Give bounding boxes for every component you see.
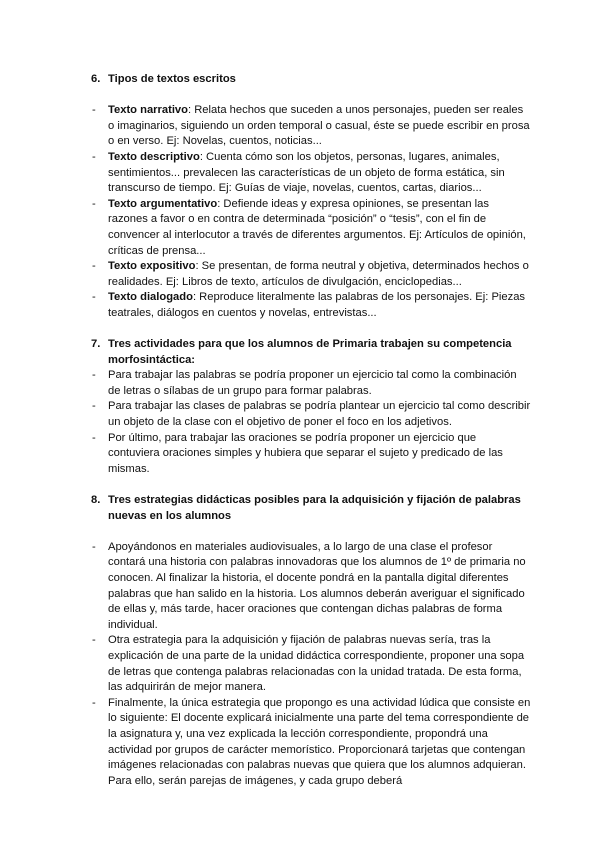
list-item — [0, 540, 600, 634]
blank-line — [0, 524, 600, 540]
bullet-dash: - — [92, 400, 96, 413]
list-item-text — [108, 696, 530, 712]
section-heading-line — [0, 493, 600, 509]
item-text: un objeto de la clase con el objetivo de poner el foco en los adjetivos. — [108, 416, 452, 429]
bullet-dash: - — [92, 104, 96, 117]
document-page — [0, 72, 600, 789]
list-item-line — [0, 290, 600, 306]
item-text: transcurso de tiempo. Ej: Guías de viaje, novelas, cuentos, cartas, diarios... — [108, 182, 482, 195]
item-text: Para trabajar las palabras se podría proponer un ejercicio tal como la combinación — [108, 369, 517, 382]
section-6 — [0, 72, 600, 322]
list-item-line — [0, 259, 600, 275]
bullet-dash: - — [92, 431, 96, 444]
item-text: : Cuenta cómo son los objetos, personas, lugares, animales, — [199, 150, 500, 163]
list-item — [0, 696, 600, 790]
section-number: 7. — [91, 338, 101, 351]
list-item — [0, 368, 600, 399]
item-text: contará una historia con palabras innovadoras que los alumnos de 1º de primaria no — [108, 556, 526, 569]
section-number: 8. — [91, 494, 101, 507]
list-item-line — [0, 103, 600, 119]
item-text: realidades. Ej: Libros de texto, artículos de divulgación, enciclopedias... — [108, 275, 462, 288]
list-item-text — [108, 399, 530, 415]
item-text: : Se presentan, de forma neutral y objetiva, determinados hechos o — [195, 260, 529, 273]
section-heading: nuevas en los alumnos — [108, 509, 232, 522]
term-label: Texto descriptivo — [108, 150, 200, 163]
list-item-line — [0, 431, 600, 447]
list-item-line — [0, 696, 600, 712]
list-item-text — [108, 431, 476, 447]
list-item-text — [108, 290, 525, 306]
term-label: Texto dialogado — [108, 291, 193, 304]
item-text: palabras que han salido en la historia. Los alumnos deberán averiguar el significado — [108, 587, 525, 600]
list-item-line — [0, 368, 600, 384]
list-item — [0, 290, 600, 321]
blank-line — [0, 477, 600, 493]
item-text: razones a favor o en contra de determinada “posición” o “tesis”, con el fin de — [108, 213, 487, 226]
list-item — [0, 259, 600, 290]
item-text: de letras o sílabas de un grupo para formar palabras. — [108, 384, 372, 397]
bullet-dash: - — [92, 197, 96, 210]
item-text: teatrales, diálogos en cuentos y novelas, entrevistas... — [108, 306, 377, 319]
blank-line — [0, 322, 600, 338]
section-heading: Tres estrategias didácticas posibles para la adquisición y fijación de palabras — [108, 494, 521, 507]
list-item-line — [0, 587, 600, 603]
section-heading: Tres actividades para que los alumnos de Primaria trabajen su competencia — [108, 338, 512, 351]
list-item-text — [108, 540, 492, 556]
section-8 — [0, 493, 600, 789]
list-item — [0, 399, 600, 430]
item-text: : Relata hechos que suceden a unos personajes, pueden ser reales — [188, 104, 524, 117]
item-text: la asignatura y, una vez explicada la lección correspondiente, propondrá una — [108, 727, 488, 740]
blank-line — [0, 88, 600, 104]
list-item-line — [0, 228, 600, 244]
item-text: : Reproduce literalmente las palabras de los personajes. Ej: Piezas — [192, 291, 526, 304]
list-item-line — [0, 212, 600, 228]
list-item-line — [0, 462, 600, 478]
list-item-text — [108, 368, 517, 384]
item-text: Por último, para trabajar las oraciones se podría proponer un ejercicio que — [108, 431, 477, 444]
section-7 — [0, 337, 600, 477]
item-text: Otra estrategia para la adquisición y fijación de palabras nuevas sería, tras la — [108, 634, 491, 647]
item-text: Apoyándonos en materiales audiovisuales, a lo largo de una clase el profesor — [108, 540, 493, 553]
list-item — [0, 103, 600, 150]
list-item-line — [0, 540, 600, 556]
item-text: actividad por grupos de carácter memorístico. Proporcionará tarjetas que contengan — [108, 743, 526, 756]
list-item-line — [0, 618, 600, 634]
list-item-text — [108, 259, 529, 275]
item-text: sentimientos... prevalecen las características de un objeto de forma estática, sin — [108, 166, 505, 179]
list-item-line — [0, 743, 600, 759]
bullet-dash: - — [92, 150, 96, 163]
list-item-line — [0, 181, 600, 197]
list-item-line — [0, 415, 600, 431]
list-item-line — [0, 275, 600, 291]
list-item-line — [0, 680, 600, 696]
list-item-text — [108, 150, 500, 166]
list-item-line — [0, 555, 600, 571]
item-text: las adquirirán de mejor manera. — [108, 681, 266, 694]
term-label: Texto expositivo — [108, 260, 196, 273]
list-item-line — [0, 711, 600, 727]
list-item-line — [0, 665, 600, 681]
list-item-line — [0, 633, 600, 649]
list-item — [0, 150, 600, 197]
section-heading-line — [0, 353, 600, 369]
bullet-dash: - — [92, 369, 96, 382]
item-text: conocen. Al finalizar la historia, el docente pondrá en la pantalla digital diferentes — [108, 572, 509, 584]
item-text: o imaginarios, siguiendo un orden temporal o casual, éste se puede escribir en prosa — [108, 119, 530, 132]
list-item-line — [0, 571, 600, 587]
item-text: individual. — [108, 618, 158, 631]
list-item — [0, 431, 600, 478]
item-text: de letras que contenga palabras relacionadas con la unidad tratada. De esta forma, — [108, 665, 522, 678]
list-item-line — [0, 649, 600, 665]
section-heading: Tipos de textos escritos — [108, 73, 236, 85]
bullet-dash: - — [92, 696, 96, 709]
section-heading-line — [0, 72, 600, 88]
list-item-line — [0, 150, 600, 166]
list-item-line — [0, 244, 600, 260]
list-item — [0, 633, 600, 695]
list-item-text — [108, 633, 490, 649]
bullet-dash: - — [92, 540, 96, 553]
list-item-line — [0, 774, 600, 790]
list-item — [0, 197, 600, 259]
list-item-line — [0, 384, 600, 400]
list-item-line — [0, 446, 600, 462]
item-text: explicación de una parte de la unidad didáctica correspondiente, proponer una sopa — [108, 649, 525, 662]
bullet-dash: - — [92, 291, 96, 304]
list-item-line — [0, 134, 600, 150]
list-item-line — [0, 399, 600, 415]
section-heading-line — [0, 509, 600, 525]
bullet-dash: - — [92, 260, 96, 273]
bullet-dash: - — [92, 634, 96, 647]
item-text: : Defiende ideas y expresa opiniones, se presentan las — [217, 197, 489, 210]
section-number: 6. — [91, 73, 101, 85]
item-text: mismas. — [108, 462, 150, 475]
item-text: imágenes relacionadas con palabras nuevas que quiera que los alumnos adquieran. — [108, 759, 526, 772]
term-label: Texto narrativo — [108, 104, 188, 117]
section-heading-line — [0, 337, 600, 353]
list-item-line — [0, 758, 600, 774]
item-text: o en verso. Ej: Novelas, cuentos, noticias... — [108, 135, 322, 148]
list-item-text — [108, 197, 489, 213]
item-text: lo siguiente: El docente explicará inicialmente una parte del tema correspondiente de — [108, 712, 530, 725]
list-item-line — [0, 119, 600, 135]
term-label: Texto argumentativo — [108, 197, 218, 210]
item-text: convencer al interlocutor a través de diferentes argumentos. Ej: Artículos de opinión, — [108, 228, 526, 241]
list-item-text — [108, 103, 523, 119]
item-text: de ellas y, más tarde, hacer oraciones que contengan dichas palabras de forma — [108, 603, 503, 616]
list-item-line — [0, 166, 600, 182]
item-text: Para ello, serán parejas de imágenes, y cada grupo deberá — [108, 774, 403, 787]
item-text: Para trabajar las clases de palabras se podría plantear un ejercicio tal como describir — [108, 400, 531, 413]
item-text: Finalmente, la única estrategia que propongo es una actividad lúdica que consiste en — [108, 696, 531, 709]
list-item-line — [0, 306, 600, 322]
item-text: críticas de prensa... — [108, 244, 206, 257]
section-heading: morfosintáctica: — [108, 353, 196, 366]
list-item-line — [0, 727, 600, 743]
item-text: contuviera oraciones simples y hubiera que separar el sujeto y predicado de las — [108, 447, 503, 460]
list-item-line — [0, 602, 600, 618]
list-item-line — [0, 197, 600, 213]
